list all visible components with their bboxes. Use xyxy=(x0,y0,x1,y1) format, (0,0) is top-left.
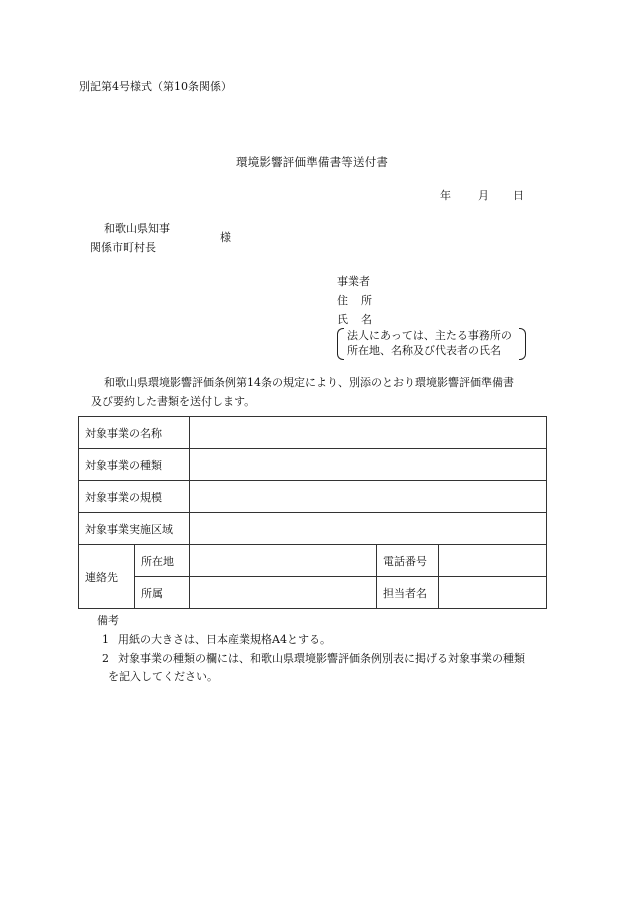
project-type-field[interactable] xyxy=(190,449,547,481)
remarks-heading: 備考 xyxy=(97,614,119,627)
left-bracket xyxy=(337,328,344,360)
table-row xyxy=(79,481,547,513)
project-scale-field[interactable] xyxy=(190,481,547,513)
remarks-note-1 xyxy=(102,633,331,647)
project-type-label: 対象事業の種類 xyxy=(79,449,190,481)
addressee-honorific: 様 xyxy=(220,231,231,244)
addressee-mayors: 関係市町村長 xyxy=(90,241,156,254)
remarks-note-2-continued: を記入してください。 xyxy=(108,670,218,683)
document-title: 環境影響評価準備書等送付書 xyxy=(236,155,389,169)
table-row xyxy=(79,513,547,545)
contact-phone-label: 電話番号 xyxy=(377,545,439,577)
project-scale-label: 対象事業の規模 xyxy=(79,481,190,513)
project-area-field[interactable] xyxy=(190,513,547,545)
date-day-label: 日 xyxy=(513,189,524,202)
form-number-label: 別記第4号様式（第10条関係） xyxy=(79,80,232,93)
operator-label: 事業者 xyxy=(337,275,370,288)
contact-dept-field[interactable] xyxy=(190,577,377,609)
table-row xyxy=(79,545,547,577)
operator-note-line2: 所在地、名称及び代表者の氏名 xyxy=(347,344,501,357)
right-bracket xyxy=(519,328,526,360)
date-month-label: 月 xyxy=(478,189,489,202)
contact-person-label: 担当者名 xyxy=(377,577,439,609)
body-text-line1: 和歌山県環境影響評価条例第14条の規定により、別添のとおり環境影響評価準備書 xyxy=(104,376,514,389)
table-row xyxy=(79,417,547,449)
note-text: 対象事業の種類の欄には、和歌山県環境影響評価条例別表に掲げる対象事業の種類 xyxy=(118,652,525,665)
table-row xyxy=(79,449,547,481)
note-number: 2 xyxy=(102,652,109,665)
date-year-label: 年 xyxy=(440,189,451,202)
contact-location-label: 所在地 xyxy=(135,545,190,577)
table-row xyxy=(79,577,547,609)
project-name-label: 対象事業の名称 xyxy=(79,417,190,449)
operator-note-line1: 法人にあっては、主たる事務所の xyxy=(347,329,512,342)
remarks-note-2 xyxy=(102,652,525,666)
body-text-line2: 及び要約した書類を送付します。 xyxy=(91,395,256,408)
note-text: 用紙の大きさは、日本産業規格A4とする。 xyxy=(118,633,331,646)
contact-dept-label: 所属 xyxy=(135,577,190,609)
addressee-governor: 和歌山県知事 xyxy=(104,222,170,235)
operator-address-label: 住 所 xyxy=(337,294,372,307)
operator-note xyxy=(337,328,526,360)
contact-phone-field[interactable] xyxy=(439,545,547,577)
project-name-field[interactable] xyxy=(190,417,547,449)
note-number: 1 xyxy=(102,633,109,646)
contact-location-field[interactable] xyxy=(190,545,377,577)
project-info-table xyxy=(78,416,547,609)
contact-label: 連絡先 xyxy=(79,545,135,609)
operator-name-label: 氏 名 xyxy=(337,313,372,326)
contact-person-field[interactable] xyxy=(439,577,547,609)
project-area-label: 対象事業実施区域 xyxy=(79,513,190,545)
